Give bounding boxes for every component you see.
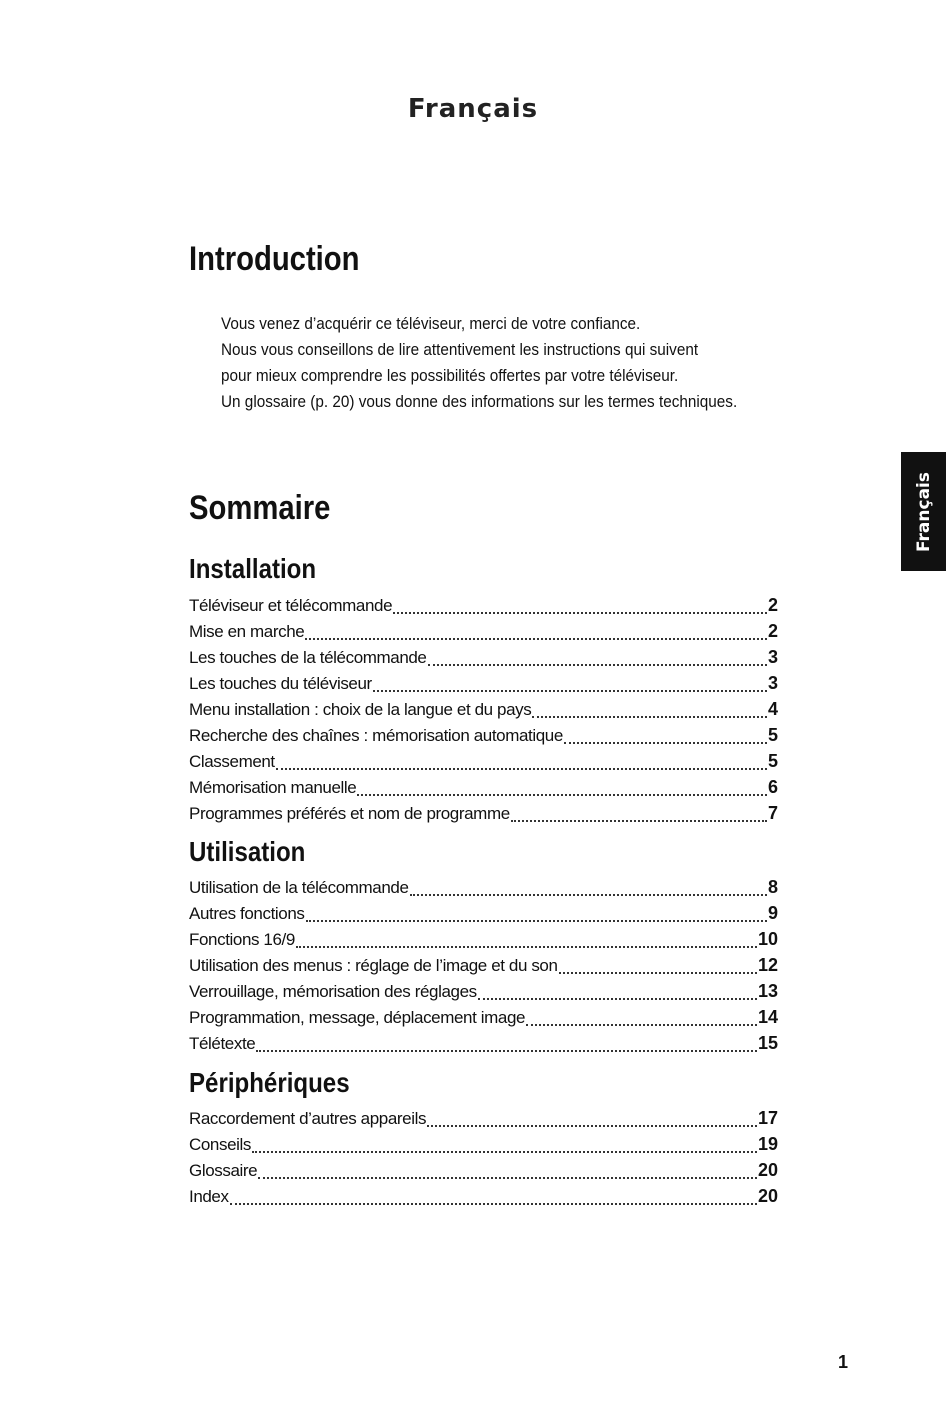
toc-entry[interactable]: [189, 1033, 778, 1059]
toc-entry-page: 10: [757, 929, 778, 949]
toc-entry[interactable]: [189, 1160, 778, 1186]
dot-leader: [428, 664, 767, 666]
dot-leader: [410, 894, 767, 896]
intro-line: pour mieux comprendre les possibilités offertes par votre téléviseur.: [221, 366, 679, 385]
dot-leader: [258, 1177, 757, 1179]
toc-entry-page: 6: [767, 777, 778, 797]
dot-leader: [306, 920, 767, 922]
toc-entry-page: 20: [757, 1186, 778, 1206]
toc-entry[interactable]: [189, 673, 778, 699]
toc-entry-page: 19: [757, 1134, 778, 1154]
dot-leader: [373, 690, 767, 692]
toc-entry-page: 9: [767, 903, 778, 923]
toc-entry[interactable]: [189, 981, 778, 1007]
toc-entry-label: Mémorisation manuelle: [189, 778, 357, 797]
toc-entry-page: 5: [767, 725, 778, 745]
toc-entry-label: Fonctions 16/9: [189, 930, 295, 949]
toc-entry[interactable]: [189, 595, 778, 621]
toc-entry[interactable]: [189, 903, 778, 929]
dot-leader: [393, 612, 767, 614]
toc-entry-label: Conseils: [189, 1135, 251, 1154]
dot-leader: [511, 820, 767, 822]
dot-leader: [478, 998, 757, 1000]
language-header: Français: [407, 94, 539, 124]
dot-leader: [357, 794, 767, 796]
dot-leader: [564, 742, 767, 744]
language-side-tab: [901, 452, 946, 571]
intro-line: Un glossaire (p. 20) vous donne des informations sur les termes techniques.: [221, 392, 738, 411]
toc-entry-label: Utilisation de la télécommande: [189, 878, 409, 897]
dot-leader: [532, 716, 767, 718]
side-tab-label: Français: [913, 471, 934, 552]
toc-entry[interactable]: [189, 955, 778, 981]
toc-entry-page: 3: [767, 647, 778, 667]
toc-entry-page: 14: [757, 1007, 778, 1027]
toc-entry[interactable]: [189, 647, 778, 673]
intro-line: Nous vous conseillons de lire attentivement les instructions qui suivent: [221, 340, 699, 359]
toc-entry-label: Glossaire: [189, 1161, 258, 1180]
toc-entry[interactable]: [189, 1108, 778, 1134]
toc-entry[interactable]: [189, 777, 778, 803]
toc-entry[interactable]: [189, 751, 778, 777]
toc-entry-label: Recherche des chaînes : mémorisation automatique: [189, 726, 563, 745]
toc-entry-label: Mise en marche: [189, 622, 305, 641]
toc-entry-label: Télétexte: [189, 1034, 256, 1053]
toc-list-peripheriques: [189, 1108, 778, 1212]
toc-entry-page: 2: [767, 595, 778, 615]
toc-entry[interactable]: [189, 877, 778, 903]
dot-leader: [276, 768, 767, 770]
dot-leader: [230, 1203, 757, 1205]
toc-entry-page: 7: [767, 803, 778, 823]
toc-entry-label: Autres fonctions: [189, 904, 305, 923]
toc-entry-page: 15: [757, 1033, 778, 1053]
intro-line: Vous venez d’acquérir ce téléviseur, merci de votre confiance.: [221, 314, 641, 333]
introduction-title: Introduction: [189, 240, 360, 278]
page-number: 1: [838, 1352, 849, 1372]
dot-leader: [305, 638, 767, 640]
toc-entry-label: Utilisation des menus : réglage de l’image et du son: [189, 956, 558, 975]
toc-entry[interactable]: [189, 929, 778, 955]
toc-entry[interactable]: [189, 1134, 778, 1160]
toc-entry-label: Programmes préférés et nom de programme: [189, 804, 510, 823]
toc-entry-page: 20: [757, 1160, 778, 1180]
toc-entry[interactable]: [189, 621, 778, 647]
section-title-installation: Installation: [189, 553, 317, 584]
toc-entry-label: Classement: [189, 752, 275, 771]
dot-leader: [427, 1125, 757, 1127]
dot-leader: [296, 946, 757, 948]
sommaire-title: Sommaire: [189, 489, 331, 527]
toc-entry-page: 2: [767, 621, 778, 641]
dot-leader: [256, 1050, 757, 1052]
introduction-text: [221, 311, 821, 415]
dot-leader: [559, 972, 757, 974]
toc-list-utilisation: [189, 877, 778, 1059]
toc-entry-label: Menu installation : choix de la langue et du pays: [189, 700, 532, 719]
toc-entry-page: 8: [767, 877, 778, 897]
dot-leader: [526, 1024, 757, 1026]
toc-entry-label: Les touches du téléviseur: [189, 674, 372, 693]
toc-entry-label: Les touches de la télécommande: [189, 648, 427, 667]
toc-entry-page: 12: [757, 955, 778, 975]
toc-entry-label: Index: [189, 1187, 229, 1206]
section-title-peripheriques: Périphériques: [189, 1067, 350, 1098]
toc-entry-page: 5: [767, 751, 778, 771]
toc-list-installation: [189, 595, 778, 829]
toc-entry-label: Verrouillage, mémorisation des réglages: [189, 982, 477, 1001]
toc-entry[interactable]: [189, 1007, 778, 1033]
toc-entry-label: Raccordement d’autres appareils: [189, 1109, 427, 1128]
toc-entry[interactable]: [189, 699, 778, 725]
toc-entry-page: 13: [757, 981, 778, 1001]
toc-entry-page: 17: [757, 1108, 778, 1128]
toc-entry[interactable]: [189, 1186, 778, 1212]
section-title-utilisation: Utilisation: [189, 836, 306, 867]
toc-entry-page: 3: [767, 673, 778, 693]
toc-entry-label: Téléviseur et télécommande: [189, 596, 393, 615]
toc-entry[interactable]: [189, 803, 778, 829]
toc-entry-page: 4: [767, 699, 778, 719]
toc-entry-label: Programmation, message, déplacement image: [189, 1008, 526, 1027]
dot-leader: [252, 1151, 757, 1153]
toc-entry[interactable]: [189, 725, 778, 751]
